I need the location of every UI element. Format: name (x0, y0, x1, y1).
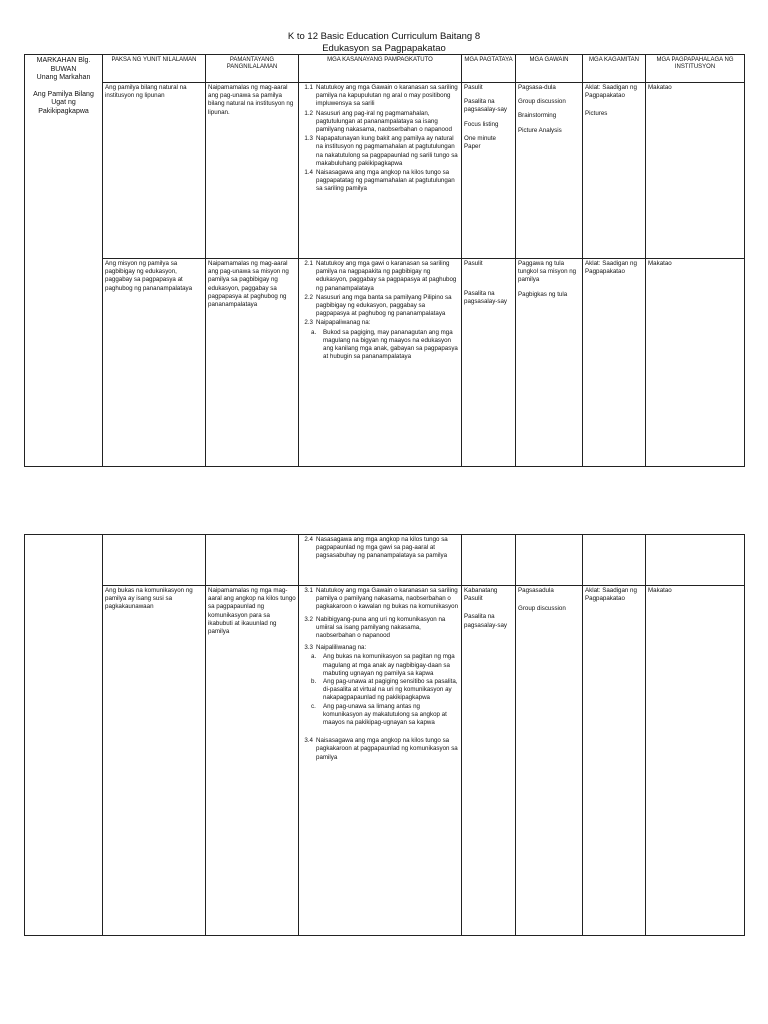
list-item: Group discussion (518, 605, 566, 613)
gawain-cell (516, 586, 583, 936)
kagamitan-cell: Aklat: Saadigan ng Pagpapakatao (583, 586, 646, 936)
document-subtitle: Edukasyon sa Pagpapakatao (322, 43, 446, 54)
sub-item-letter: a. (311, 653, 317, 661)
markahan-topic: Ang Pamilya Bilang Ugat ng Pakikipagkapwa (33, 90, 94, 115)
header-row (25, 55, 745, 83)
list-item: Paggawa ng tula tungkol sa misyon ng pamilya (518, 260, 577, 284)
item-number: 1.1 (304, 84, 313, 91)
item-number: 2.3 (304, 319, 313, 327)
item-text: Nasusuri ang pag-iral ng pagmamahalan, pagtutulungan at pananampalataya sa isang pamilyang nakasama, naobserbahan o napanood (316, 109, 452, 134)
kagamitan-cell: Aklat: Saadigan ng Pagpapakatao (583, 259, 646, 467)
markahan-cell (25, 55, 103, 467)
gawain-cell (516, 259, 583, 467)
item-number: 2.1 (304, 260, 313, 267)
item-text: Naisasagawa ang mga angkop na kilos tungo sa pagpapatatag ng pagmamahalan at pagtutulungan sa sariling pamilya (316, 169, 455, 193)
item-number: 1.2 (304, 109, 313, 117)
list-item: Focus listing (464, 120, 499, 128)
item-text: Natutukoy ang mga Gawain o karanasan sa sariling pamilya o pamilyang nakasama, naobserbahan o pagkakaroon o kawalan ng bukas na komunikasyon (316, 587, 459, 611)
header-kagamitan: MGA KAGAMITAN (583, 55, 646, 83)
pamantayan-cell: Naipamamalas ng mag-aaral ang pag-unawa sa pamilya bilang natural na institusyon ng lipunan. (206, 83, 299, 259)
item-number: 3.4 (304, 737, 313, 745)
list-item: Pagbigkas ng tula (518, 290, 568, 298)
markahan-cell (25, 535, 103, 936)
markahan-label: Unang Markahan (36, 74, 91, 81)
item-text: Naisasagawa ang mga angkop na kilos tungo sa pagkakaroon at pagpapaunlad ng komunikasyon sa pamilya (316, 737, 458, 761)
header-pagtataya: MGA PAGTATAYA (462, 55, 516, 83)
list-item: Pasalita na pagsasalay-say (464, 98, 507, 114)
table-row (25, 535, 745, 586)
document-title: K to 12 Basic Education Curriculum Baitang 8 (287, 31, 481, 42)
institusyon-cell: Makatao (646, 259, 745, 467)
pagtataya-cell (462, 259, 516, 467)
list-item: Pasalita na pagsasalay-say (464, 290, 507, 306)
item-text: Natutukoy ang mga gawi o karanasan sa sariling pamilya na nagpapakita ng pagbibigay ng edukasyon, paggabay sa pagpapasya at paghubog ng pananampalataya (316, 260, 457, 292)
item-number: 2.2 (304, 293, 313, 301)
item-number: 1.4 (304, 169, 313, 177)
curriculum-table-page-1 (24, 54, 745, 467)
item-number: 1.3 (304, 135, 313, 143)
header-kasanayan: MGA KASANAYANG PAMPAGKATUTO (299, 55, 462, 83)
sub-item-text: Ang bukas na komunikasyon sa pagitan ng mga magulang at mga anak ay nagbibigay-daan sa mabuting ugnayan ng pamilya sa kapwa (323, 653, 455, 677)
institusyon-cell: Makatao (646, 83, 745, 259)
item-text: Naipaliliwanag na: (316, 644, 367, 652)
list-item: Pasulit (464, 84, 483, 91)
kasanayan-cell (299, 83, 462, 259)
sub-item-letter: b. (311, 678, 317, 686)
item-text: Naipapaliwanag na: (316, 319, 371, 327)
item-text: Napapatunayan kung bakit ang pamilya ay natural na institusyon ng pagmamahalan at pagtutulungan na nakatutulong sa pagpapaunlad ng sarili tungo sa makabuluhang pakikipagkapwa (316, 135, 458, 167)
item-text: Natutukoy ang mga Gawain o karanasan sa sariling pamilya na kapupulutan ng aral o may positibong impluwensya sa sarili (316, 84, 458, 108)
item-number: 3.3 (304, 644, 313, 652)
list-item: Picture Analysis (518, 126, 562, 134)
header-markahan: MARKAHAN Blg. BUWAN (36, 57, 91, 73)
list-item: One minute Paper (464, 134, 496, 151)
curriculum-table-page-2 (24, 534, 745, 936)
item-number: 3.2 (304, 615, 313, 623)
header-gawain: MGA GAWAIN (516, 55, 583, 83)
institusyon-cell (646, 535, 745, 586)
list-item: Pictures (585, 110, 608, 118)
list-item: Aklat: Saadigan ng Pagpapakatao (585, 84, 637, 100)
header-pamantayan: PAMANTAYANG PANGNILALAMAN (206, 55, 299, 83)
pagtataya-cell (462, 83, 516, 259)
sub-item-letter: a. (311, 328, 317, 336)
paksa-cell: Ang pamilya bilang natural na institusyon ng lipunan (103, 83, 206, 259)
sub-item-text: Ang pag-unawa sa limang antas ng komunikasyon ay makatutulong sa angkop at maayos na pakikipag-ugnayan sa kapwa (323, 702, 447, 727)
list-item: Group discussion (518, 98, 566, 106)
paksa-cell (103, 535, 206, 586)
kasanayan-cell (299, 259, 462, 467)
list-item: Pasulit (464, 260, 483, 267)
list-item: Kabanatang Pasulit (464, 587, 498, 603)
list-item: Pasalita na pagsasalay-say (464, 613, 507, 629)
item-number: 3.1 (304, 587, 313, 594)
list-item: Pagsasadula (518, 587, 554, 594)
item-text: Nasusuri ang mga banta sa pamilyang Pilipino sa pagbibigay ng edukasyon, paggabay sa pagpapasya at paghubog ng pananampalataya (316, 293, 452, 318)
sub-item-letter: c. (311, 702, 316, 710)
sub-item-text: Ang pag-unawa at pagiging sensitibo sa pasalita, di-pasalita at virtual na uri ng komunikasyon ay nakapagpapaunlad ng pakikipagkapwa (323, 678, 458, 702)
header-institusyon: MGA PAGPAPAHALAGA NG INSTITUSYON (646, 55, 745, 83)
pagtataya-cell (462, 535, 516, 586)
pamantayan-cell (206, 535, 299, 586)
institusyon-cell: Makatao (646, 586, 745, 936)
paksa-cell: Ang misyon ng pamilya sa pagbibigay ng edukasyon, paggabay sa pagpapasya at paghubog ng pananampalataya (103, 259, 206, 467)
list-item: Pagsasa-dula (518, 84, 556, 91)
gawain-cell (516, 535, 583, 586)
kagamitan-cell (583, 535, 646, 586)
pamantayan-cell: Naipamamalas ng mag-aaral ang pag-unawa sa misyon ng pamilya sa pagbibigay ng edukasyon, paggabay sa pagpapasya at paghubog ng pananampalataya (206, 259, 299, 467)
kagamitan-cell (583, 83, 646, 259)
kasanayan-cell (299, 535, 462, 586)
table-row (25, 259, 745, 467)
pagtataya-cell (462, 586, 516, 936)
sub-item-text: Bukod sa pagiging, may pananagutan ang mga magulang na bigyan ng maayos na edukasyon ang kanilang mga anak, gabayan sa pagpapasya at hubugin sa pananampalataya (323, 328, 458, 361)
table-row (25, 586, 745, 936)
gawain-cell (516, 83, 583, 259)
header-paksa: PAKSA NG YUNIT NILALAMAN (103, 55, 206, 83)
item-number: 2.4 (304, 536, 313, 543)
item-text: Nabibigyang-puna ang uri ng komunikasyon na umiiral sa isang pamilyang nakasama, naobserbahan o napanood (316, 615, 446, 640)
list-item: Brainstorming (518, 112, 557, 120)
table-row (25, 83, 745, 259)
pamantayan-cell: Naipamamalas ng mga mag-aaral ang angkop na kilos tungo sa pagpapaunlad ng komunikasyon para sa ikabubuti at ikauunlad ng pamilya (206, 586, 299, 936)
item-text: Nasasagawa ang mga angkop na kilos tungo sa pagpapaunlad ng mga gawi sa pag-aaral at pagsasabuhay ng pananampalataya sa pamilya (316, 536, 448, 560)
paksa-cell: Ang bukas na komunikasyon ng pamilya ay isang susi sa pagkakaunawaan (103, 586, 206, 936)
kasanayan-cell (299, 586, 462, 936)
